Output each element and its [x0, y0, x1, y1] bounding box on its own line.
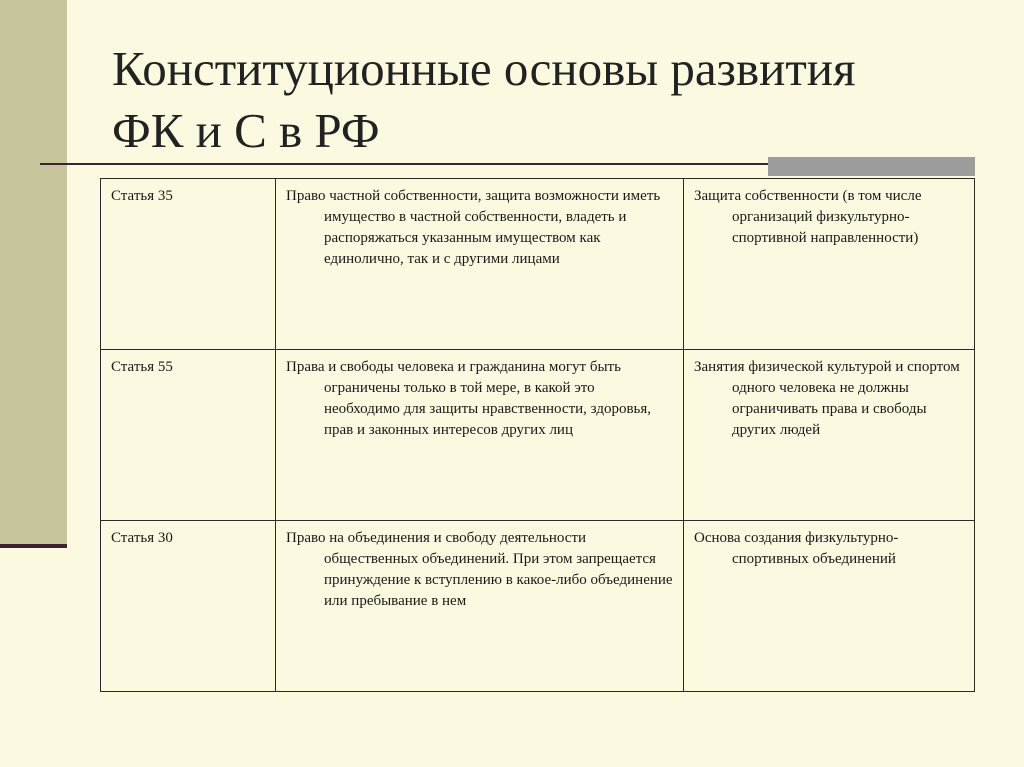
relevance-text: Занятия физической культурой и спортом одного человека не должны ограничивать права и свободы других людей: [694, 359, 960, 438]
table-row: [101, 350, 975, 521]
constitution-table: [100, 178, 975, 692]
relevance-cell: [684, 521, 975, 692]
title-line-2: ФК и С в РФ: [112, 103, 380, 158]
article-cell: Статья 35: [101, 179, 276, 350]
title-accent-block: [768, 157, 975, 176]
content-text: Право частной собственности, защита возможности иметь имущество в частной собственности, владеть и распоряжаться указанным имуществом как единолично, так и с другими лицами: [286, 188, 661, 267]
slide-title: [112, 38, 992, 162]
content-text: Права и свободы человека и гражданина могут быть ограничены только в той мере, в какой это необходимо для защиты нравственности, здоровья, прав и законных интересов других лиц: [286, 359, 652, 438]
table-row: [101, 179, 975, 350]
title-line-1: Конституционные основы развития: [112, 41, 856, 96]
article-cell: Статья 55: [101, 350, 276, 521]
article-cell: Статья 30: [101, 521, 276, 692]
relevance-cell: [684, 350, 975, 521]
table-row: [101, 521, 975, 692]
relevance-text: Защита собственности (в том числе организаций физкультурно-спортивной направленности): [694, 188, 922, 246]
relevance-cell: [684, 179, 975, 350]
content-cell: [276, 350, 684, 521]
left-decorative-bar: [0, 0, 67, 546]
content-text: Право на объединения и свободу деятельности общественных объединений. При этом запрещается принуждение к вступлению в какое-либо объединение или пребывание в нем: [286, 530, 673, 609]
left-bar-underline: [0, 544, 67, 548]
relevance-text: Основа создания физкультурно-спортивных объединений: [694, 530, 899, 567]
content-cell: [276, 179, 684, 350]
content-cell: [276, 521, 684, 692]
